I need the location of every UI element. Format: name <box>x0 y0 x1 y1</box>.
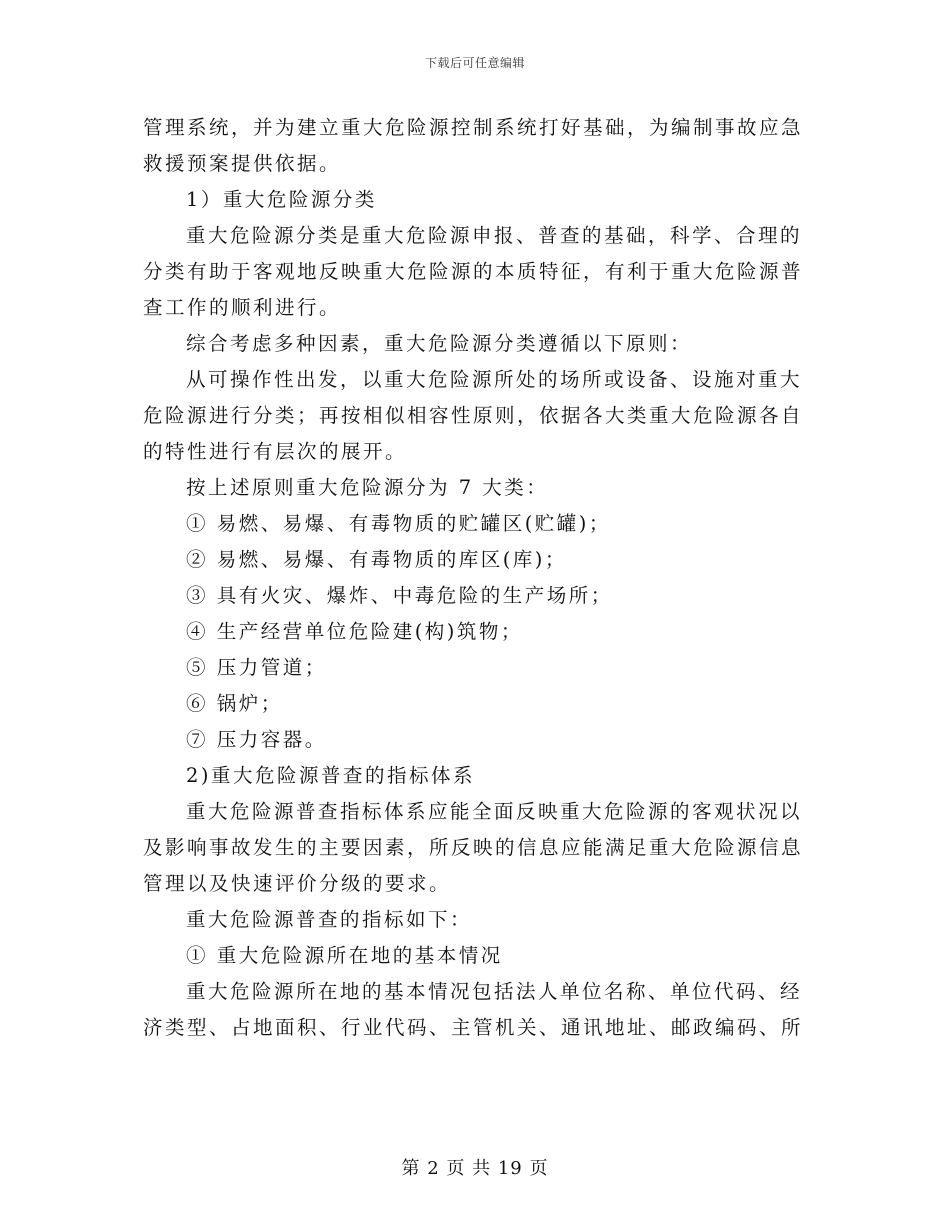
text-line: 重大危险源普查的指标如下： <box>186 908 473 931</box>
text-line: ⑥ 锅炉； <box>186 692 283 715</box>
text-line: ⑦ 压力容器。 <box>186 728 327 751</box>
text-line: 按上述原则重大危险源分为 7 大类： <box>186 476 549 499</box>
text-line: 济类型、占地面积、行业代码、主管机关、通讯地址、邮政编码、所 <box>143 1016 804 1039</box>
text-line: ② 易燃、易爆、有毒物质的库区(库)； <box>186 548 567 571</box>
text-line: 重大危险源分类是重大危险源申报、普查的基础，科学、合理的 <box>186 224 803 247</box>
text-line: 管理系统，并为建立重大危险源控制系统打好基础，为编制事故应急 <box>143 116 804 139</box>
text-line: ① 重大危险源所在地的基本情况 <box>186 944 503 967</box>
text-line: ⑤ 压力管道； <box>186 656 327 679</box>
text-line: 2)重大危险源普查的指标体系 <box>186 764 476 787</box>
text-line: 综合考虑多种因素，重大危险源分类遵循以下原则： <box>186 332 693 355</box>
text-line: 及影响事故发生的主要因素，所反映的信息应能满足重大危险源信息 <box>143 836 804 859</box>
text-line: 危险源进行分类；再按相似相容性原则，依据各大类重大危险源各自 <box>143 404 804 427</box>
text-line: ④ 生产经营单位危险建(构)筑物； <box>186 620 523 643</box>
text-line: 管理以及快速评价分级的要求。 <box>143 872 452 895</box>
text-line: 重大危险源所在地的基本情况包括法人单位名称、单位代码、经 <box>186 980 803 1003</box>
text-line: 的特性进行有层次的展开。 <box>143 440 408 463</box>
page-number-footer: 第 2 页 共 19 页 <box>401 1158 549 1179</box>
text-line: 查工作的顺利进行。 <box>143 296 342 319</box>
text-line: 救援预案提供依据。 <box>143 152 342 175</box>
text-line: 从可操作性出发，以重大危险源所处的场所或设备、设施对重大 <box>186 368 803 391</box>
text-line: 重大危险源普查指标体系应能全面反映重大危险源的客观状况以 <box>186 800 803 823</box>
text-line: 1）重大危险源分类 <box>186 188 377 211</box>
document-body <box>143 110 803 1046</box>
text-line: ③ 具有火灾、爆炸、中毒危险的生产场所； <box>186 584 613 607</box>
text-line: ① 易燃、易爆、有毒物质的贮罐区(贮罐)； <box>186 512 611 535</box>
page-header: 下载后可任意编辑 <box>424 56 525 70</box>
text-line: 分类有助于客观地反映重大危险源的本质特征，有利于重大危险源普 <box>143 260 804 283</box>
